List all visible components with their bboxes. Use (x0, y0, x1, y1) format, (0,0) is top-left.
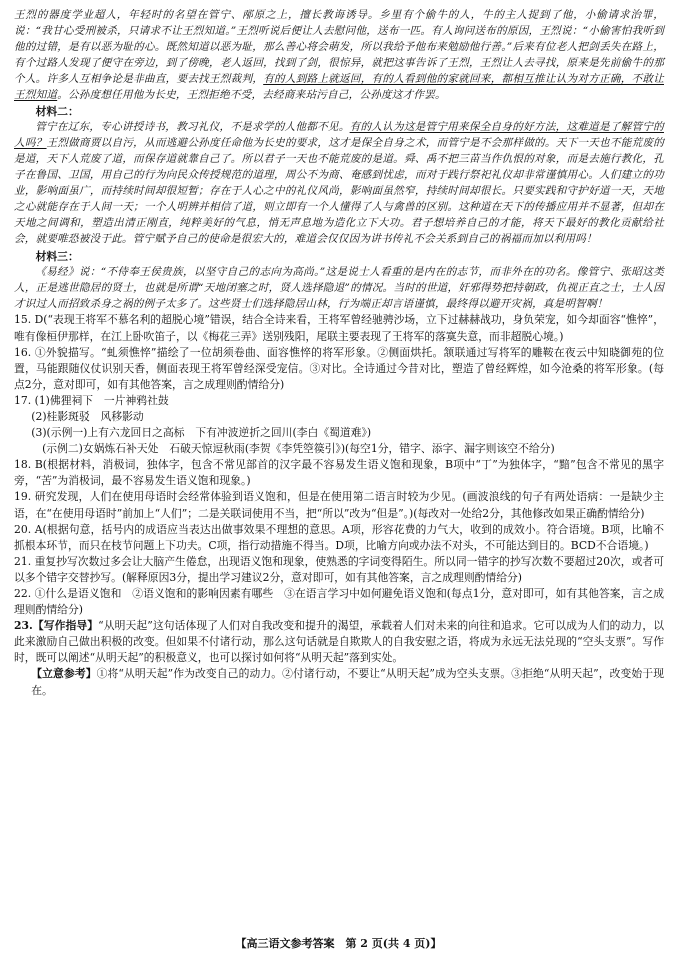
answer-23-text: “从明天起”这句话体现了人们对自我改变和提升的渴望，承载着人们对未来的向往和追求。它可以成为人们的动力，以此来激励自己做出积极的改变。但如果不付诸行动，那么这句话就是自欺欺人的自我安慰之语，将成为永远无法兑现的“空头支票”。写作时，既可以阐述“从明天起”的积极意义，也可以探讨如何将“从明天起”落到实处。 (14, 619, 664, 665)
material-3-heading: 材料三： (35, 249, 79, 263)
answer-16: 16. ①外貌描写。“虬须憔悴”描绘了一位胡须卷曲、面容憔悴的将军形象。②侧面烘托。颔联通过写将军的雕鞍在夜云中知晓御苑的位置，马能跟随仪仗识别天香，侧面表现王将军曾经深受宠信。③对比。全诗通过今昔对比，塑造了曾经辉煌，如今沧桑的将军形象。(每点2分，意对即可，如有其他答案，言之成理则酌情给分) (14, 345, 664, 391)
page-content (14, 8, 664, 699)
answer-23-guide (14, 618, 664, 666)
answer-17-label: 17. (1) (14, 393, 50, 407)
answer-20: 20. A(根据句意，括号内的成语应当表达出做事效果不理想的意思。A项，形容花费的力气大，收到的成效小。符合语境。B项，比喻不抓根本环节，而只在枝节问题上下功夫。C项，指行动措施不得当。D项，比喻方向或办法不对头，不可能达到目的。BCD不合语境。) (14, 522, 664, 552)
page-footer: 【高三语文参考答案 第 2 页(共 4 页)】 (235, 937, 442, 950)
material-2-text-b: 王烈做商贾以自污，从而逃避公孙度任命他为长史的要求，这才是保全自身之术，而管宁是不会那样做的。天下一天也不能荒废的是道，天下人荒废了道，而保存道就靠自己了。所以君子一天也不能荒废的是道。舜、禹不把三苗当作仇恨的对象，而是去施行教化，孔子在鲁国、卫国，用自己的行为向民众传授规范的道理，周公不为商、奄感到忧虑，而对于践行祭祀礼仪却非常谨慎用心。人们建立的功业，影响面虽广，而持续时间却很短暂；存在于人心之中的礼仪风尚，影响面虽然窄，持续时间却很长。只要实践和守护好道一天，天地之心就能存在于人间一天；一个人明辨并相信了道，则立即有一个人懂得了人与禽兽的区别。这种道在天下的传播应用并不显著，但却在天地之间调和，塑造出清正刚直，纯粹美好的气息，悄无声息地为造化立下大功。君子想培养自己的才能，将天下最好的教化贡献给社会，就要唯恐被没于此。管宁赋予自己的使命是很宏大的，难道会仅仅因为讲书传礼不会关系到自己的祸福而加以利用吗！ (14, 137, 664, 245)
answer-17-part-3a: (3)(示例一)上有六龙回日之高标 下有冲波逆折之回川(李白《蜀道难》) (31, 426, 372, 440)
passage-wang-lie (14, 8, 664, 103)
answer-23-ref-label: 【立意参考】 (31, 667, 97, 681)
answer-17-line-1: 佛狸祠下 一片神鸦社鼓 (49, 393, 169, 407)
answer-21: 21. 重复抄写次数过多会让大脑产生倦怠，出现语义饱和现象，使熟悉的字词变得陌生。所以同一错字的抄写次数不要超过20次，或者可以多个错字交替抄写。(解释原因3分，提出学习建议2分，意对即可，如有其他答案，言之成理则酌情给分) (14, 554, 664, 584)
answer-15: 15. D(“表现王将军不慕名利的超脱心境”错误，结合全诗来看，王将军曾经驰骋沙场，立下过赫赫战功，身负荣宠，如今却面容“憔悴”，唯有像桓伊那样，在江上卧吹笛子，以《梅花三弄》送别残阳，尾联主要表现了王将军的落寞失意，而非超脱心境。) (14, 313, 664, 343)
answer-18: 18. B(根据材料，消极词，独体字，包含不常见部首的汉字最不容易发生语义饱和现象，B项中“丁”为独体字，“黯”包含不常见的黑字旁，“苦”为消极词，最不容易发生语义饱和现象。) (14, 458, 664, 488)
material-2-underlined-sentence: 有的人认为这是管宁用来保全自身的好方法，这难道是了解管宁的人吗？ (14, 121, 664, 150)
answer-22: 22. ①什么是语义饱和 ②语义饱和的影响因素有哪些 ③在语言学习中如何避免语义饱和(每点1分，意对即可，如有其他答案，言之成理则酌情给分) (14, 587, 664, 617)
answer-23-ref-text: ①将“从明天起”作为改变自己的动力。②付诸行动，不要让“从明天起”成为空头支票。③拒绝“从明天起”，改变始于现在。 (31, 667, 664, 697)
answer-19: 19. 研究发现，人们在使用母语时会经常体验到语义饱和，但是在使用第二语言时较为少见。(画波浪线的句子有两处语病：一是缺少主语，在“在使用母语时”前加上“人们”；二是关联词使用不当，把“所以”改为“但是”。)(每改对一处给2分，其他修改如果正确酌情给分) (14, 490, 664, 520)
material-2-text (14, 120, 664, 247)
material-2-text-a: 管宁在辽东，专心讲授诗书，教习礼仪，不是求学的人他都不见。 (35, 121, 350, 134)
passage-tail: 。公孙度想任用他为长史，王烈拒绝不受，去经商来玷污自己，公孙度这才作罢。 (57, 88, 446, 101)
passage-underlined-sentence: 有的人到路上就返回，有的人看到他的家就回来，都相互推让认为对方正确，不敢让王烈知道 (14, 72, 664, 101)
material-2-heading: 材料二： (35, 105, 79, 119)
answer-17-part-1 (14, 393, 664, 409)
material-3-text: 《易经》说：“不侍奉王侯贵族，以坚守自己的志向为高尚。”这是说士人看重的是内在的志节，而非外在的功名。像管宁、张昭这类人，正是逃世隐居的贤士，也就是所谓“天地闭塞之时，贤人选择隐退”的情况。当时的世道，奸邪得势把持朝政，仇视正直之士，士人因才识过人而招致杀身之祸的例子太多了。这些贤士们选择隐居山林，行为端正却言语谨慎，最终得以避开灾祸，真是明智啊！ (14, 265, 664, 310)
passage-text: 王烈的器度学业超人，年轻时的名望在管宁、邴原之上，擅长教诲诱导。乡里有个偷牛的人，牛的主人捉到了他，小偷请求治罪，说：“我甘心受刑被杀，只请求不让王烈知道。”王烈听说后便让人去慰问他，送布一匹。有人询问送布的原因，王烈说：“小偷害怕我听到他的过错，是有以恶为耻的心。既然知道以恶为耻，那么善心将会萌发，所以我给予他布来勉励他行善。”后来有位老人把剑丢失在路上，有个过路人发现了便守在旁边，到了傍晚，老人返回，找到了剑，很惊异，就把这事告诉了王烈，王烈让人去寻找，原来是先前偷牛的那个人。许多人互相争论是非曲直，要去找王烈裁判， (14, 9, 664, 85)
answer-17-part-2: (2)桂影斑驳 风移影动 (31, 409, 144, 423)
answer-23-reference (14, 666, 664, 698)
answer-23-label: 23.【写作指导】 (14, 619, 99, 633)
answer-17-part-3b: (示例二)女娲炼石补天处 石破天惊逗秋雨(李贺《李凭箜篌引》)(每空1分，错字、添字、漏字则该空不给分) (42, 442, 555, 456)
